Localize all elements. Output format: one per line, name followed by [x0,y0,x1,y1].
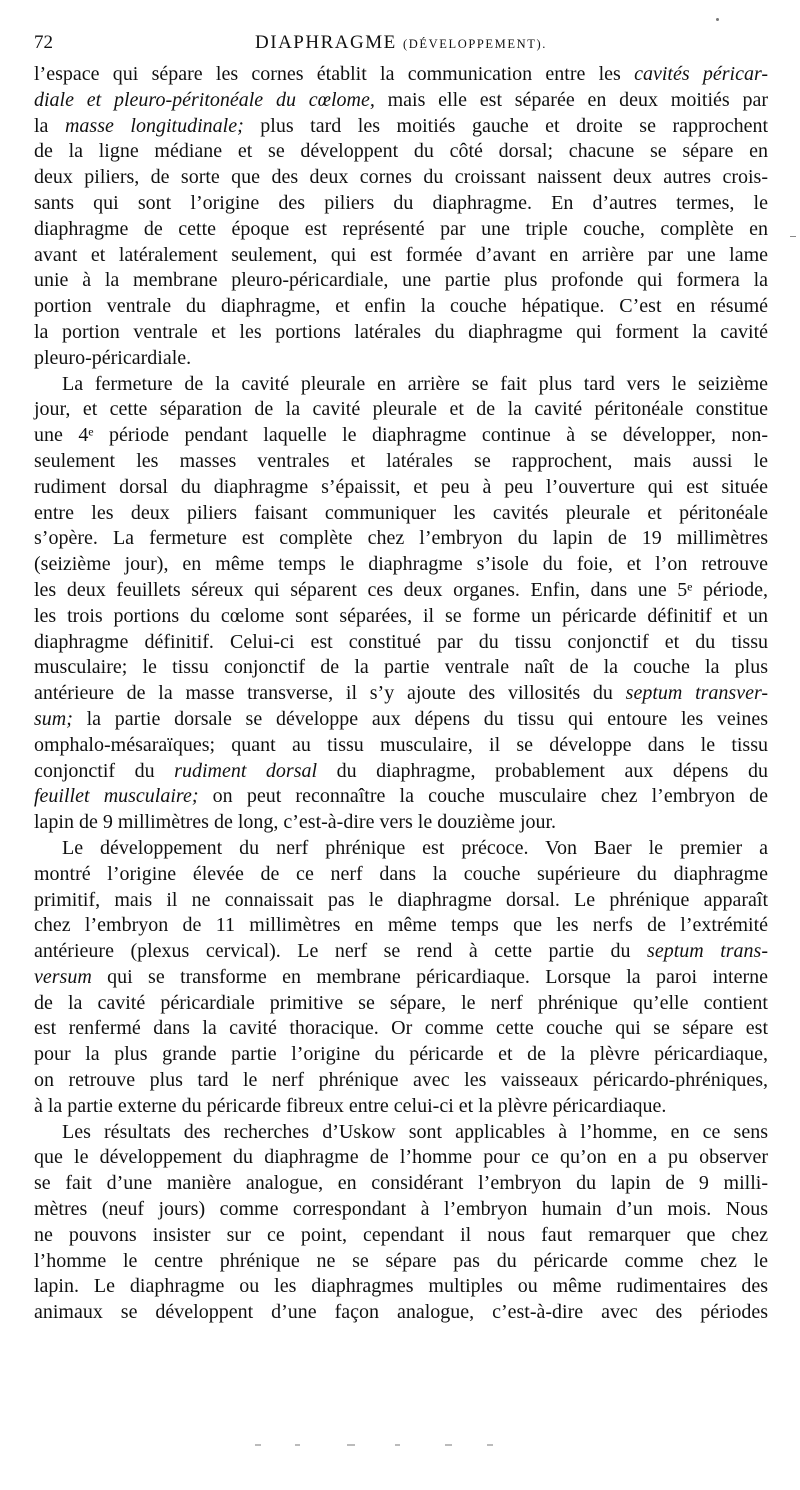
text-run: on retrouve plus tard le nerf phrénique avec les vaisseaux péricardo-phréniques, [34,1069,768,1092]
text-line [34,1042,768,1068]
text-line [34,604,768,630]
text-line [34,88,768,114]
text-line [34,1223,768,1249]
text-line [34,423,768,449]
text-line [34,991,768,1017]
text-run: unie à la membrane pleuro-péricardiale, une partie plus profonde qui formera la [34,269,768,292]
text-line [34,578,768,604]
text-run: La fermeture de la cavité pleurale en arrière se fait plus tard vers le seizième [62,372,768,395]
text-line [34,294,768,320]
text-run: que le développement du diaphragme de l’homme pour ce qu’on en a pu observer [34,1146,768,1169]
text-run: conjonctif du [34,759,175,782]
text-run: de la cavité péricardiale primitive se sépare, le nerf phrénique qu’elle contient [34,991,768,1014]
text-run: Le développement du nerf phrénique est précoce. Von Baer le premier a [62,836,768,859]
page-number: 72 [34,32,53,53]
text-run: mètres (neuf jours) comme correspondant à l’embryon humain d’un mois. Nous [34,1198,768,1221]
text-run: pour la plus grande partie l’origine du péricarde et de la plèvre péricardiaque, [34,1043,768,1066]
italic-term: sum; [34,707,73,730]
text-run: lapin de 9 millimètres de long, c’est-à-dire vers le douzième jour. [34,811,557,834]
italic-term: rudiment dorsal [174,759,318,782]
text-line [34,965,768,991]
text-line [34,552,768,578]
text-line [34,217,768,243]
text-run: animaux se développent d’une façon analogue, c’est-à-dire avec des périodes [34,1301,768,1324]
italic-term: diale et pleuro-péritonéale du cœlome, [34,88,375,111]
running-title-sub: (DÉVELOPPEMENT). [402,37,547,51]
text-line [34,475,768,501]
text-run: jour, et cette séparation de la cavité pleurale et de la cavité péritonéale constitue [34,398,768,421]
text-run: les deux feuillets séreux qui séparent ces deux organes. Enfin, dans une 5ᵉ période, [34,578,768,601]
italic-term: cavités péricar- [634,63,768,85]
running-title [34,30,768,57]
text-line [34,1274,768,1300]
italic-term: septum trans- [647,940,768,963]
text-run: les trois portions du cœlome sont séparées, il se forme un péricarde définitif et un [34,604,768,627]
text-run: Les résultats des recherches d’Uskow sont applicables à l’homme, en ce sens [62,1120,768,1143]
text-run: l’espace qui sépare les cornes établit la communication entre les [34,63,635,85]
text-line [34,114,768,140]
text-run: avant et latéralement seulement, qui est formée d’avant en arrière par une lame [34,243,768,266]
text-run: omphalo-mésaraïques; quant au tissu musculaire, il se développe dans le tissu [34,733,768,756]
text-line [34,1197,768,1223]
scan-speck [790,236,796,237]
text-line [34,913,768,939]
text-run: ne pouvons insister sur ce point, cependant il nous faut remarquer que chez [34,1223,768,1246]
text-line [34,888,768,914]
text-run: musculaire; le tissu conjonctif de la partie ventrale naît de la couche la plus [34,656,768,679]
text-line [34,346,768,372]
text-run: montré l’origine élevée de ce nerf dans la couche supérieure du diaphragme [34,862,768,885]
text-run: l’homme le centre phrénique ne se sépare pas du péricarde comme chez le [34,1249,768,1272]
text-line [34,1171,768,1197]
text-line [34,501,768,527]
text-line [34,191,768,217]
text-line [34,1120,768,1146]
text-run: rudiment dorsal du diaphragme s’épaissit, et peu à peu l’ouverture qui est située [34,475,768,498]
text-run: une 4ᵉ période pendant laquelle le diaphragme continue à se développer, non- [34,424,768,447]
text-run: plus tard les moitiés gauche et droite se rapprochent [243,114,768,137]
text-line [34,939,768,965]
text-line [34,784,768,810]
italic-term: septum transver- [625,682,768,705]
text-run: mais elle est séparée en deux moitiés par [374,88,768,111]
text-line [34,655,768,681]
text-line [34,62,768,88]
text-line [34,449,768,475]
text-line [34,372,768,398]
text-run: de la ligne médiane et se développent du côté dorsal; chacune se sépare en [34,140,768,163]
text-run: seulement les masses ventrales et latérales se rapprochent, mais aussi le [34,449,768,472]
body-text [34,62,768,1326]
text-line [34,1016,768,1042]
running-title-main: DIAPHRAGME [255,32,397,53]
text-run: la portion ventrale et les portions latérales du diaphragme qui forment la cavité [34,320,768,343]
text-line [34,862,768,888]
text-run: sants qui sont l’origine des piliers du diaphragme. En d’autres termes, le [34,191,768,214]
text-line [34,733,768,759]
text-run: antérieure de la masse transverse, il s’y ajoute des villosités du [34,682,626,705]
text-line [34,759,768,785]
text-run: lapin. Le diaphragme ou les diaphragmes multiples ou même rudimentaires des [34,1275,768,1298]
text-run: se fait d’une manière analogue, en considérant l’embryon du lapin de 9 milli- [34,1172,768,1195]
italic-term: masse longitudinale; [64,114,244,137]
text-run: du diaphragme, probablement aux dépens du [317,759,768,782]
text-line [34,681,768,707]
text-line [34,139,768,165]
text-line [34,1094,768,1120]
text-line [34,320,768,346]
text-run: pleuro-péricardiale. [34,346,192,369]
text-run: portion ventrale du diaphragme, et enfin la couche hépatique. C’est en résumé [34,295,768,318]
text-line [34,836,768,862]
text-line [34,397,768,423]
text-run: s’opère. La fermeture est complète chez l’embryon du lapin de 19 millimètres [34,527,768,550]
text-run: est renfermé dans la cavité thoracique. Or comme cette couche qui se sépare est [34,1017,768,1040]
text-run: la partie dorsale se développe aux dépens du tissu qui entoure les veines [72,707,768,730]
text-run: la [34,114,65,137]
italic-term: versum [34,965,92,988]
text-run: chez l’embryon de 11 millimètres en même temps que les nerfs de l’extrémité [34,914,768,937]
text-run: primitif, mais il ne connaissait pas le diaphragme dorsal. Le phrénique apparaît [34,888,768,911]
text-line [34,1068,768,1094]
text-run: deux piliers, de sorte que des deux cornes du croissant naissent deux autres crois- [34,166,768,189]
text-line [34,526,768,552]
text-line [34,1300,768,1326]
text-run: on peut reconnaître la couche musculaire chez l’embryon de [198,785,768,808]
text-line [34,630,768,656]
scan-speck [716,18,719,21]
running-head [34,30,768,56]
text-line [34,1145,768,1171]
text-run: antérieure (plexus cervical). Le nerf se rend à cette partie du [34,940,648,963]
text-run: entre les deux piliers faisant communiquer les cavités pleurale et péritonéale [34,501,768,524]
footer-smudge [255,1444,495,1448]
text-line [34,810,768,836]
text-line [34,707,768,733]
text-line [34,165,768,191]
text-line [34,1249,768,1275]
text-run: diaphragme définitif. Celui-ci est constitué par du tissu conjonctif et du tissu [34,630,768,653]
text-run: diaphragme de cette époque est représenté par une triple couche, complète en [34,217,768,240]
italic-term: feuillet musculaire; [34,785,199,808]
text-line [34,243,768,269]
text-run: à la partie externe du péricarde fibreux entre celui-ci et la plèvre péricardiaque. [34,1094,667,1117]
text-run: (seizième jour), en même temps le diaphragme s’isole du foie, et l’on retrouve [34,553,768,576]
text-run: qui se transforme en membrane péricardiaque. Lorsque la paroi interne [91,965,768,988]
text-line [34,268,768,294]
